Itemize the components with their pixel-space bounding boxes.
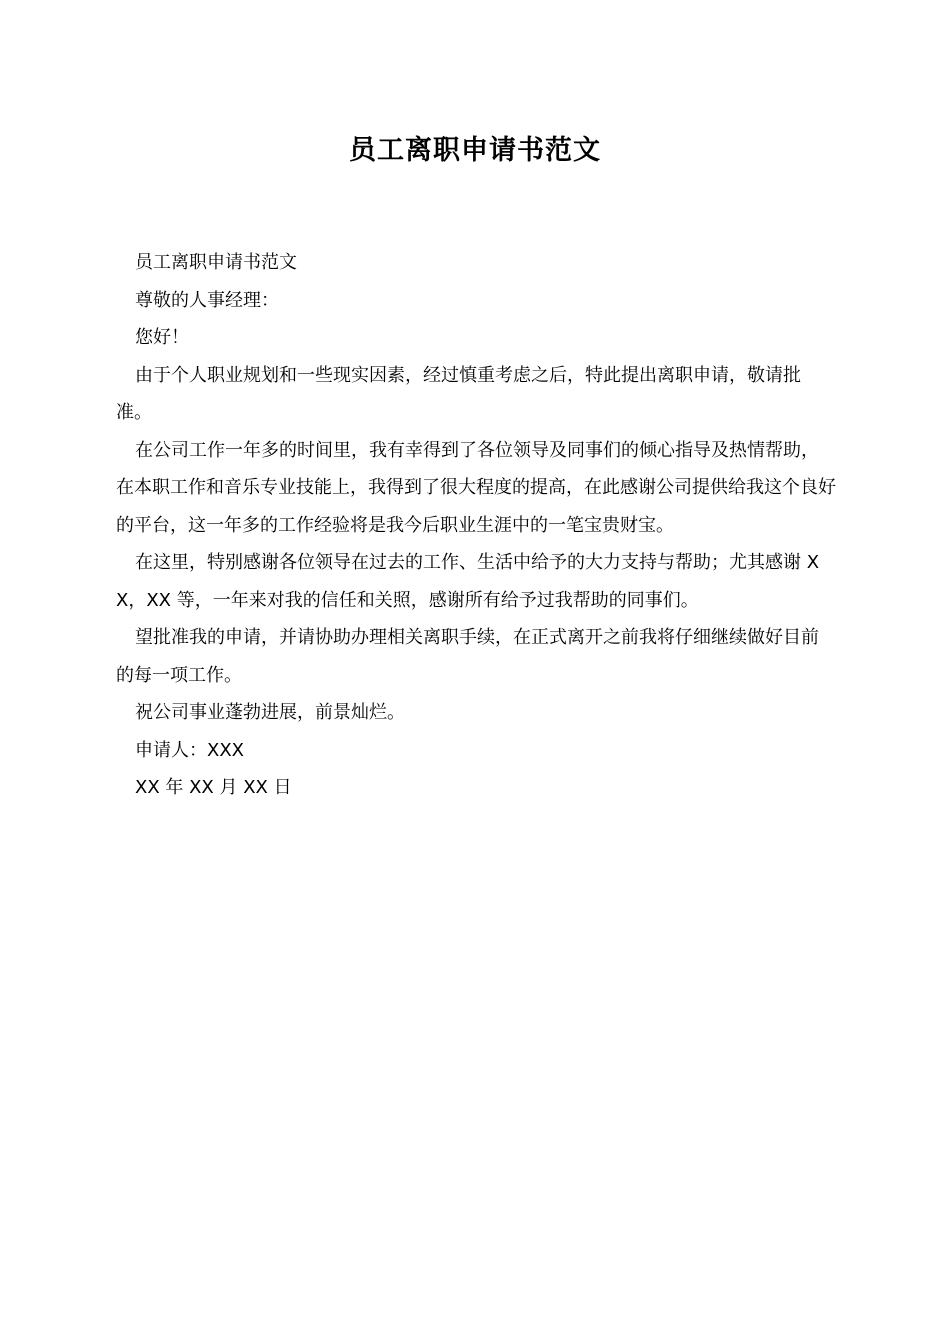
paragraph-reason: 由于个人职业规划和一些现实因素，经过慎重考虑之后，特此提出离职申请，敬请批准。 bbox=[116, 364, 801, 423]
paragraph-date: XX 年 XX 月 XX 日 bbox=[135, 777, 292, 798]
document-body bbox=[116, 244, 836, 807]
paragraph-applicant: 申请人：XXX bbox=[135, 739, 244, 761]
paragraph-wishes: 祝公司事业蓬勃进展，前景灿烂。 bbox=[135, 702, 405, 723]
paragraph-salutation: 尊敬的人事经理： bbox=[135, 289, 279, 311]
document-title: 员工离职申请书范文 bbox=[349, 135, 601, 166]
paragraph-gratitude: 在公司工作一年多的时间里，我有幸得到了各位领导及同事们的倾心指导及热情帮助，在本职工作和音乐专业技能上，我得到了很大程度的提高，在此感谢公司提供给我这个良好的平台，这一年多的工作经验将是我今后职业生涯中的一笔宝贵财宝。 bbox=[116, 439, 836, 536]
paragraph-thanks: 在这里，特别感谢各位领导在过去的工作、生活中给予的大力支持与帮助；尤其感谢 XX，XX 等，一年来对我的信任和关照，感谢所有给予过我帮助的同事们。 bbox=[116, 552, 820, 611]
paragraph-heading: 员工离职申请书范文 bbox=[135, 252, 297, 273]
paragraph-request: 望批准我的申请，并请协助办理相关离职手续，在正式离开之前我将仔细继续做好目前的每一项工作。 bbox=[116, 627, 819, 686]
paragraph-greeting: 您好！ bbox=[135, 327, 189, 348]
